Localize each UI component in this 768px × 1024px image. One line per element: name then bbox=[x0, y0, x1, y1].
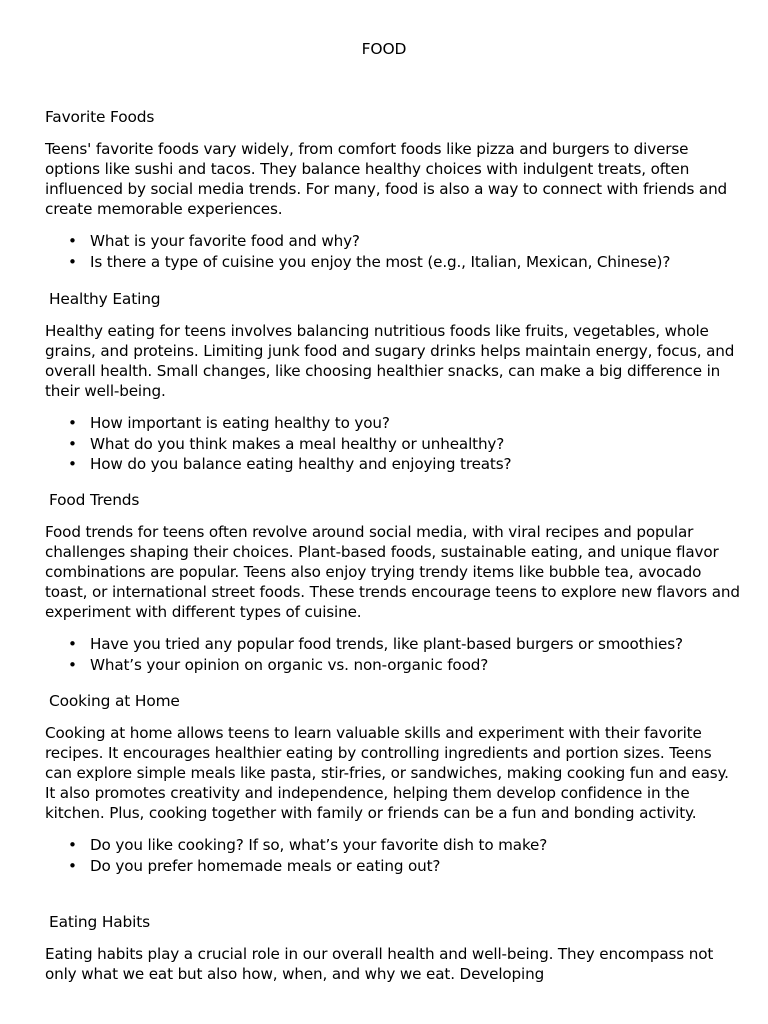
bullet-icon: • bbox=[68, 414, 77, 432]
bullet-icon: • bbox=[68, 232, 77, 250]
question-text: Is there a type of cuisine you enjoy the most (e.g., Italian, Mexican, Chinese)? bbox=[90, 252, 671, 271]
question-item bbox=[45, 634, 740, 655]
question-item bbox=[45, 413, 740, 434]
question-item bbox=[45, 835, 740, 856]
section-paragraph: Healthy eating for teens involves balancing nutritious foods like fruits, vegetables, whole grains, and proteins. Limiting junk food and sugary drinks helps maintain energy, focus, and overall health. Small changes, like choosing healthier snacks, can make a big difference in their well-being. bbox=[45, 322, 735, 400]
bullet-icon: • bbox=[68, 252, 77, 271]
question-text: How do you balance eating healthy and enjoying treats? bbox=[90, 455, 512, 473]
question-text: What is your favorite food and why? bbox=[90, 232, 360, 250]
section-heading: Healthy Eating bbox=[49, 290, 161, 308]
question-item bbox=[45, 252, 740, 273]
section-paragraph: Eating habits play a crucial role in our overall health and well-being. They encompass not only what we eat but also how, when, and why we eat. Developing bbox=[45, 945, 714, 983]
section-heading: Favorite Foods bbox=[45, 108, 155, 126]
question-item bbox=[45, 655, 740, 676]
bullet-icon: • bbox=[68, 455, 77, 473]
section-favorite-foods bbox=[45, 107, 740, 272]
question-list bbox=[45, 634, 740, 675]
bullet-icon: • bbox=[68, 434, 77, 453]
question-text: Do you like cooking? If so, what’s your favorite dish to make? bbox=[90, 836, 548, 854]
document-title: FOOD bbox=[361, 40, 407, 58]
question-text: What’s your opinion on organic vs. non-organic food? bbox=[90, 655, 489, 674]
question-text: Do you prefer homemade meals or eating out? bbox=[90, 856, 441, 875]
bullet-icon: • bbox=[68, 655, 77, 674]
section-heading: Cooking at Home bbox=[49, 692, 180, 710]
section-cooking-at-home bbox=[45, 691, 740, 876]
question-text: How important is eating healthy to you? bbox=[90, 414, 390, 432]
bullet-icon: • bbox=[68, 856, 77, 875]
question-item bbox=[45, 454, 740, 475]
section-heading: Eating Habits bbox=[49, 913, 151, 931]
section-paragraph: Teens' favorite foods vary widely, from comfort foods like pizza and burgers to diverse options like sushi and tacos. They balance healthy choices with indulgent treats, often influenced by social media trends. For many, food is also a way to connect with friends and create memorable experiences. bbox=[45, 140, 728, 218]
question-text: What do you think makes a meal healthy or unhealthy? bbox=[90, 434, 505, 453]
question-list bbox=[45, 835, 740, 876]
question-text: Have you tried any popular food trends, like plant-based burgers or smoothies? bbox=[90, 635, 683, 653]
question-list bbox=[45, 231, 740, 272]
question-item bbox=[45, 434, 740, 455]
question-item bbox=[45, 856, 740, 877]
section-heading: Food Trends bbox=[49, 491, 140, 509]
section-healthy-eating bbox=[45, 289, 740, 475]
section-food-trends bbox=[45, 490, 740, 675]
question-list bbox=[45, 413, 740, 475]
question-item bbox=[45, 231, 740, 252]
bullet-icon: • bbox=[68, 635, 77, 653]
section-eating-habits bbox=[45, 912, 740, 996]
bullet-icon: • bbox=[68, 836, 77, 854]
section-paragraph: Cooking at home allows teens to learn valuable skills and experiment with their favorite recipes. It encourages healthier eating by controlling ingredients and portion sizes. Teens can explore simple meals like pasta, stir-fries, or sandwiches, making cooking fun and easy. It also promotes creativity and independence, helping them develop confidence in the kitchen. Plus, cooking together with family or friends can be a fun and bonding activity. bbox=[45, 724, 729, 822]
section-paragraph: Food trends for teens often revolve around social media, with viral recipes and popular challenges shaping their choices. Plant-based foods, sustainable eating, and unique flavor combinations are popular. Teens also enjoy trying trendy items like bubble tea, avocado toast, or international street foods. These trends encourage teens to explore new flavors and experiment with different types of cuisine. bbox=[45, 523, 740, 621]
